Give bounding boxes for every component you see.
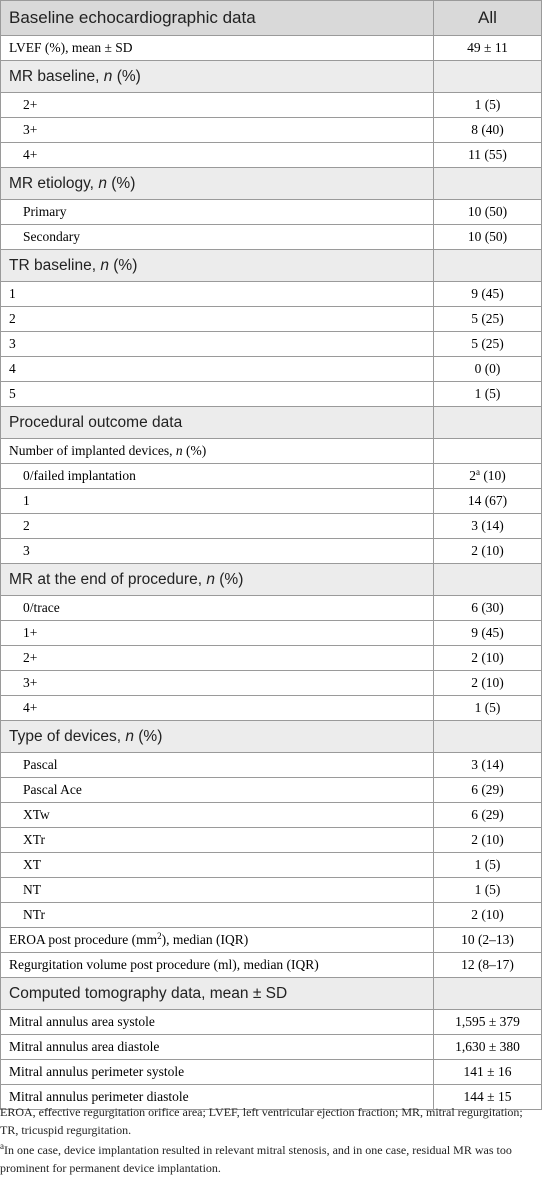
label-text: NT bbox=[23, 882, 41, 897]
row-label bbox=[1, 621, 434, 646]
row-value bbox=[434, 36, 542, 61]
table-row bbox=[1, 539, 542, 564]
value-text: 5 (25) bbox=[471, 336, 504, 351]
label-text: 4 bbox=[9, 361, 16, 376]
label-tail: (%) bbox=[214, 570, 244, 588]
row-value bbox=[434, 696, 542, 721]
row-value bbox=[434, 307, 542, 332]
label-tail: (%) bbox=[112, 67, 141, 85]
table-row bbox=[1, 464, 542, 489]
value-text: 12 (8–17) bbox=[461, 957, 514, 972]
table-row bbox=[1, 200, 542, 225]
label-text: 1 bbox=[23, 493, 30, 508]
header-value: All bbox=[434, 1, 542, 36]
table-row bbox=[1, 332, 542, 357]
table-row bbox=[1, 1035, 542, 1060]
row-value bbox=[434, 853, 542, 878]
label-text: EROA post procedure (mm bbox=[9, 932, 158, 947]
row-label bbox=[1, 953, 434, 978]
row-label bbox=[1, 36, 434, 61]
label-text: MR at the end of procedure, bbox=[9, 570, 207, 588]
row-label bbox=[1, 828, 434, 853]
table-row bbox=[1, 878, 542, 903]
label-text: 3 bbox=[9, 336, 16, 351]
label-text: 3+ bbox=[23, 122, 38, 137]
row-value bbox=[434, 357, 542, 382]
value-text: 8 (40) bbox=[471, 122, 504, 137]
label-text: NTr bbox=[23, 907, 46, 922]
row-label bbox=[1, 200, 434, 225]
row-value bbox=[434, 143, 542, 168]
table-row bbox=[1, 671, 542, 696]
section-row bbox=[1, 168, 542, 200]
footnote-abbreviations: EROA, effective regurgitation orifice area; LVEF, left ventricular ejection fraction; MR, mitral regurgitation; TR, tricuspid regurgitation. bbox=[0, 1105, 523, 1137]
label-text: 3 bbox=[23, 543, 30, 558]
table-row bbox=[1, 903, 542, 928]
row-value bbox=[434, 200, 542, 225]
label-text: Regurgitation volume post procedure (ml), median (IQR) bbox=[9, 957, 319, 972]
table-row bbox=[1, 514, 542, 539]
table-row bbox=[1, 307, 542, 332]
table-row bbox=[1, 646, 542, 671]
label-text: Mitral annulus area systole bbox=[9, 1014, 155, 1029]
row-value bbox=[434, 118, 542, 143]
label-tail: (%) bbox=[133, 727, 163, 745]
label-text: XTw bbox=[23, 807, 50, 822]
section-row bbox=[1, 250, 542, 282]
section-value bbox=[434, 721, 542, 753]
value-text: 9 (45) bbox=[471, 625, 504, 640]
row-label bbox=[1, 903, 434, 928]
row-label bbox=[1, 1060, 434, 1085]
label-superscript: 2 bbox=[157, 931, 162, 941]
label-text: 1+ bbox=[23, 625, 38, 640]
section-row bbox=[1, 564, 542, 596]
row-value bbox=[434, 953, 542, 978]
row-value bbox=[434, 225, 542, 250]
header-label: Baseline echocardiographic data bbox=[1, 1, 434, 36]
label-tail: (%) bbox=[182, 443, 207, 458]
section-value bbox=[434, 168, 542, 200]
value-text: 1 (5) bbox=[474, 857, 501, 872]
label-text: Mitral annulus perimeter systole bbox=[9, 1064, 185, 1079]
row-label bbox=[1, 382, 434, 407]
row-value bbox=[434, 539, 542, 564]
row-value bbox=[434, 489, 542, 514]
value-superscript: a bbox=[475, 467, 480, 477]
label-tail: (%) bbox=[108, 256, 138, 274]
row-label bbox=[1, 489, 434, 514]
row-value bbox=[434, 928, 542, 953]
label-text: 2+ bbox=[23, 650, 38, 665]
row-label bbox=[1, 93, 434, 118]
label-text: 4+ bbox=[23, 700, 38, 715]
table-row bbox=[1, 853, 542, 878]
row-value bbox=[434, 514, 542, 539]
value-text: 9 (45) bbox=[471, 286, 504, 301]
label-text: 4+ bbox=[23, 147, 38, 162]
value-text: 1,630 ± 380 bbox=[455, 1039, 520, 1054]
row-label bbox=[1, 753, 434, 778]
table-row bbox=[1, 596, 542, 621]
value-text: 6 (29) bbox=[471, 782, 504, 797]
value-text: 10 (50) bbox=[467, 229, 508, 244]
table-row bbox=[1, 828, 542, 853]
row-value bbox=[434, 878, 542, 903]
value-text: 1 (5) bbox=[474, 700, 501, 715]
table-row bbox=[1, 118, 542, 143]
section-row bbox=[1, 978, 542, 1010]
row-label bbox=[1, 803, 434, 828]
section-row bbox=[1, 721, 542, 753]
row-label bbox=[1, 596, 434, 621]
row-label bbox=[1, 928, 434, 953]
row-value bbox=[434, 621, 542, 646]
label-text: 2 bbox=[9, 311, 16, 326]
label-text: 1 bbox=[9, 286, 16, 301]
value-text: 2 (10) bbox=[471, 907, 504, 922]
row-value bbox=[434, 903, 542, 928]
label-italic: n bbox=[175, 443, 183, 458]
footnote-a bbox=[0, 1142, 536, 1177]
section-label bbox=[1, 61, 434, 93]
label-italic: n bbox=[100, 256, 109, 274]
label-tail: ), median (IQR) bbox=[161, 932, 249, 947]
value-text: 11 (55) bbox=[468, 147, 507, 162]
table-row bbox=[1, 696, 542, 721]
section-value bbox=[434, 61, 542, 93]
row-label bbox=[1, 646, 434, 671]
row-value bbox=[434, 671, 542, 696]
value-text: 2 (10) bbox=[471, 543, 504, 558]
row-value bbox=[434, 282, 542, 307]
section-label bbox=[1, 407, 434, 439]
value-text: 2 (10) bbox=[471, 650, 504, 665]
row-label bbox=[1, 539, 434, 564]
row-label bbox=[1, 514, 434, 539]
row-value bbox=[434, 828, 542, 853]
table-row bbox=[1, 439, 542, 464]
value-text: 0 (0) bbox=[474, 361, 501, 376]
value-text: 1 (5) bbox=[474, 386, 501, 401]
value-text: 5 (25) bbox=[471, 311, 504, 326]
table-row bbox=[1, 1010, 542, 1035]
row-label bbox=[1, 696, 434, 721]
value-text: 3 (14) bbox=[471, 518, 504, 533]
label-italic: n bbox=[206, 570, 215, 588]
table-header-row bbox=[1, 1, 542, 36]
row-label bbox=[1, 439, 434, 464]
label-text: Secondary bbox=[23, 229, 80, 244]
label-text: Number of implanted devices, bbox=[9, 443, 176, 458]
footnotes bbox=[0, 1104, 536, 1180]
value-text: 1,595 ± 379 bbox=[455, 1014, 520, 1029]
value-text: 144 ± 15 bbox=[463, 1089, 512, 1104]
row-label bbox=[1, 332, 434, 357]
section-row bbox=[1, 61, 542, 93]
row-value bbox=[434, 778, 542, 803]
section-value bbox=[434, 978, 542, 1010]
label-text: Primary bbox=[23, 204, 67, 219]
row-label bbox=[1, 778, 434, 803]
row-value bbox=[434, 753, 542, 778]
label-text: MR etiology, bbox=[9, 174, 99, 192]
value-text: 49 ± 11 bbox=[467, 40, 508, 55]
value-text: 10 (50) bbox=[467, 204, 508, 219]
label-text: Computed tomography data, mean ± SD bbox=[9, 984, 288, 1002]
row-value bbox=[434, 596, 542, 621]
label-text: MR baseline, bbox=[9, 67, 104, 85]
value-text: 6 (29) bbox=[471, 807, 504, 822]
row-label bbox=[1, 225, 434, 250]
row-label bbox=[1, 671, 434, 696]
label-text: TR baseline, bbox=[9, 256, 101, 274]
label-text: XTr bbox=[23, 832, 46, 847]
row-value bbox=[434, 1060, 542, 1085]
table-row bbox=[1, 489, 542, 514]
label-italic: n bbox=[125, 727, 134, 745]
label-text: XT bbox=[23, 857, 41, 872]
label-text: 5 bbox=[9, 386, 16, 401]
label-text: LVEF (%), mean ± SD bbox=[9, 40, 133, 55]
label-text: 3+ bbox=[23, 675, 38, 690]
value-text: 2 (10) bbox=[471, 832, 504, 847]
value-text: 10 (2–13) bbox=[461, 932, 514, 947]
label-tail: (%) bbox=[106, 174, 136, 192]
row-value bbox=[434, 439, 542, 464]
table-row bbox=[1, 753, 542, 778]
row-label bbox=[1, 282, 434, 307]
value-tail: (10) bbox=[479, 468, 506, 483]
section-label bbox=[1, 721, 434, 753]
table-body bbox=[1, 36, 542, 1110]
table-row bbox=[1, 357, 542, 382]
row-label bbox=[1, 1010, 434, 1035]
table-row bbox=[1, 382, 542, 407]
table-row bbox=[1, 803, 542, 828]
value-text: 141 ± 16 bbox=[463, 1064, 512, 1079]
row-label bbox=[1, 143, 434, 168]
value-text: 1 (5) bbox=[474, 97, 501, 112]
row-label bbox=[1, 1035, 434, 1060]
table-row bbox=[1, 953, 542, 978]
table-row bbox=[1, 778, 542, 803]
label-text: Procedural outcome data bbox=[9, 413, 183, 431]
section-value bbox=[434, 564, 542, 596]
row-label bbox=[1, 118, 434, 143]
label-text: Pascal Ace bbox=[23, 782, 82, 797]
value-text: 1 (5) bbox=[474, 882, 501, 897]
row-label bbox=[1, 878, 434, 903]
value-text: 2 bbox=[469, 468, 476, 483]
table-row bbox=[1, 36, 542, 61]
table-row bbox=[1, 282, 542, 307]
label-text: Mitral annulus perimeter diastole bbox=[9, 1089, 189, 1104]
label-text: Mitral annulus area diastole bbox=[9, 1039, 160, 1054]
row-value bbox=[434, 464, 542, 489]
row-value bbox=[434, 803, 542, 828]
section-row bbox=[1, 407, 542, 439]
label-text: 0/failed implantation bbox=[23, 468, 136, 483]
row-value bbox=[434, 382, 542, 407]
row-value bbox=[434, 1035, 542, 1060]
row-label bbox=[1, 464, 434, 489]
value-text: 14 (67) bbox=[467, 493, 508, 508]
row-value bbox=[434, 1010, 542, 1035]
row-label bbox=[1, 357, 434, 382]
footnote-a-marker: a bbox=[0, 1141, 4, 1151]
value-text: 3 (14) bbox=[471, 757, 504, 772]
value-text: 6 (30) bbox=[471, 600, 504, 615]
table-row bbox=[1, 143, 542, 168]
value-text: 2 (10) bbox=[471, 675, 504, 690]
row-label bbox=[1, 307, 434, 332]
row-label bbox=[1, 853, 434, 878]
section-label bbox=[1, 168, 434, 200]
label-text: 2+ bbox=[23, 97, 38, 112]
table-row bbox=[1, 621, 542, 646]
section-value bbox=[434, 250, 542, 282]
footnote-a-text: In one case, device implantation resulted in relevant mitral stenosis, and in one case, residual MR was too prominent for permanent device implantation. bbox=[0, 1143, 512, 1175]
table-row bbox=[1, 93, 542, 118]
row-value bbox=[434, 332, 542, 357]
label-text: Type of devices, bbox=[9, 727, 126, 745]
label-text: 0/trace bbox=[23, 600, 60, 615]
label-text: Pascal bbox=[23, 757, 58, 772]
section-label bbox=[1, 564, 434, 596]
table-row bbox=[1, 1060, 542, 1085]
label-text: 2 bbox=[23, 518, 30, 533]
label-italic: n bbox=[98, 174, 107, 192]
section-label bbox=[1, 978, 434, 1010]
row-value bbox=[434, 646, 542, 671]
section-label bbox=[1, 250, 434, 282]
table-row bbox=[1, 928, 542, 953]
section-value bbox=[434, 407, 542, 439]
table-row bbox=[1, 225, 542, 250]
row-value bbox=[434, 93, 542, 118]
label-italic: n bbox=[103, 67, 113, 85]
